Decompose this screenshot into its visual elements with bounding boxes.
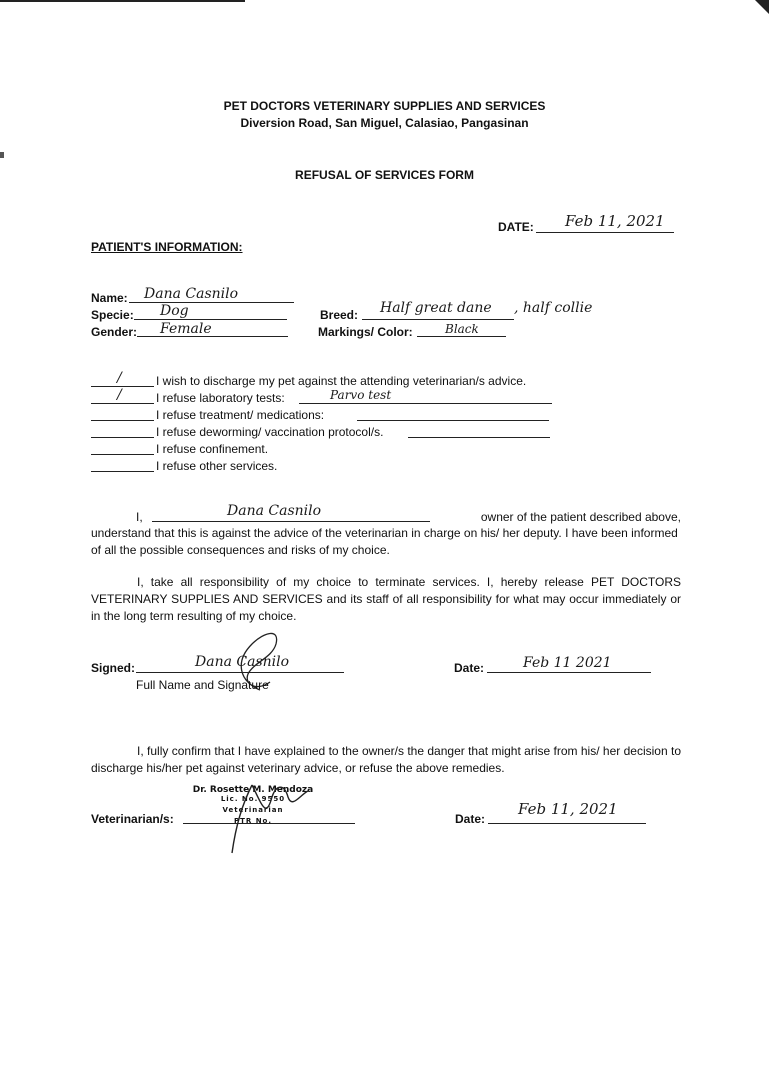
markings-value[interactable]: Black <box>445 322 479 336</box>
option-checkbox-line <box>91 454 154 455</box>
option-fill-line <box>299 403 552 404</box>
option-fill-line <box>357 420 549 421</box>
owner-signature-value[interactable]: Dana Casnilo <box>195 654 290 670</box>
signed-label: Signed: <box>91 661 135 675</box>
stamp-license: Lic. No. 9550 <box>220 795 286 803</box>
option-fill-value[interactable]: Parvo test <box>330 388 392 402</box>
veterinarian-date-value[interactable]: Feb 11, 2021 <box>518 800 618 818</box>
owner-name-line <box>152 521 430 522</box>
option-checkbox-line <box>91 471 154 472</box>
name-label: Name: <box>91 291 128 305</box>
name-value[interactable]: Dana Casnilo <box>144 286 239 302</box>
option-checkbox-line <box>91 386 154 387</box>
date-line <box>536 232 674 233</box>
breed-extra-value[interactable]: , half collie <box>514 300 593 316</box>
veterinarian-date-label: Date: <box>455 812 486 826</box>
date-label: DATE: <box>498 220 534 234</box>
stamp-name: Dr. Rosette M. Mendoza <box>192 785 314 795</box>
option-checkbox-line <box>91 420 154 421</box>
patient-section-heading: PATIENT'S INFORMATION: <box>91 240 243 254</box>
specie-label: Specie: <box>91 308 134 322</box>
name-line <box>129 302 294 303</box>
specie-line <box>134 319 287 320</box>
owner-date-line <box>487 672 651 673</box>
date-value[interactable]: Feb 11, 2021 <box>565 212 665 230</box>
scan-corner <box>755 0 769 14</box>
statement-body: understand that this is against the advice of the veterinarian in charge on his/ her deputy. I have been informed of all the possible consequences and risks of my choice. <box>91 526 678 557</box>
veterinarian-date-line <box>488 823 646 824</box>
gender-value[interactable]: Female <box>160 321 212 337</box>
confirmation-paragraph: I, fully confirm that I have explained to the owner/s the danger that might arise from his/ her decision to discharge his/her pet against veterinary advice, or refuse the above remedies. <box>91 744 681 775</box>
option-mark[interactable]: / <box>117 370 122 386</box>
option-mark[interactable]: / <box>117 387 122 403</box>
clinic-name: PET DOCTORS VETERINARY SUPPLIES AND SERVICES <box>223 99 546 113</box>
option-fill-line <box>408 437 550 438</box>
stamp-ptr: PTR No. <box>233 817 273 825</box>
scan-edge-line <box>0 0 245 2</box>
statement-prefix: I, <box>136 510 143 524</box>
option-checkbox-line <box>91 437 154 438</box>
owner-name-value[interactable]: Dana Casnilo <box>227 503 322 519</box>
release-paragraph: I, take all responsibility of my choice to terminate services. I, hereby release PET DOCTORS VETERINARY SUPPLIES AND SERVICES and its staff of all responsibility for what may occur immediately or in the long term resulting of my choice. <box>91 575 681 623</box>
option-checkbox-line <box>91 403 154 404</box>
statement-line1-end: owner of the patient described above, <box>480 510 681 524</box>
option-label: I refuse other services. <box>156 459 278 473</box>
markings-line <box>417 336 506 337</box>
owner-date-value[interactable]: Feb 11 2021 <box>523 655 612 671</box>
option-label: I refuse deworming/ vaccination protocol/s. <box>156 425 384 439</box>
option-label: I refuse treatment/ medications: <box>156 408 325 422</box>
option-label: I refuse laboratory tests: <box>156 391 285 405</box>
markings-label: Markings/ Color: <box>318 325 413 339</box>
breed-value[interactable]: Half great dane <box>380 300 492 316</box>
clinic-address: Diversion Road, San Miguel, Calasiao, Pangasinan <box>240 116 529 130</box>
specie-value[interactable]: Dog <box>160 303 189 319</box>
breed-label: Breed: <box>320 308 359 322</box>
scan-edge-mark <box>0 152 4 158</box>
veterinarian-label: Veterinarian/s: <box>91 812 174 826</box>
signature-sublabel: Full Name and Signature <box>136 678 269 692</box>
option-label: I wish to discharge my pet against the attending veterinarian/s advice. <box>156 374 527 388</box>
form-title: REFUSAL OF SERVICES FORM <box>295 168 474 182</box>
breed-line <box>362 319 514 320</box>
option-label: I refuse confinement. <box>156 442 269 456</box>
gender-label: Gender: <box>91 325 138 339</box>
stamp-role: Veterinarian <box>222 806 284 814</box>
veterinarian-signature-scribble <box>222 775 312 855</box>
owner-date-label: Date: <box>454 661 485 675</box>
